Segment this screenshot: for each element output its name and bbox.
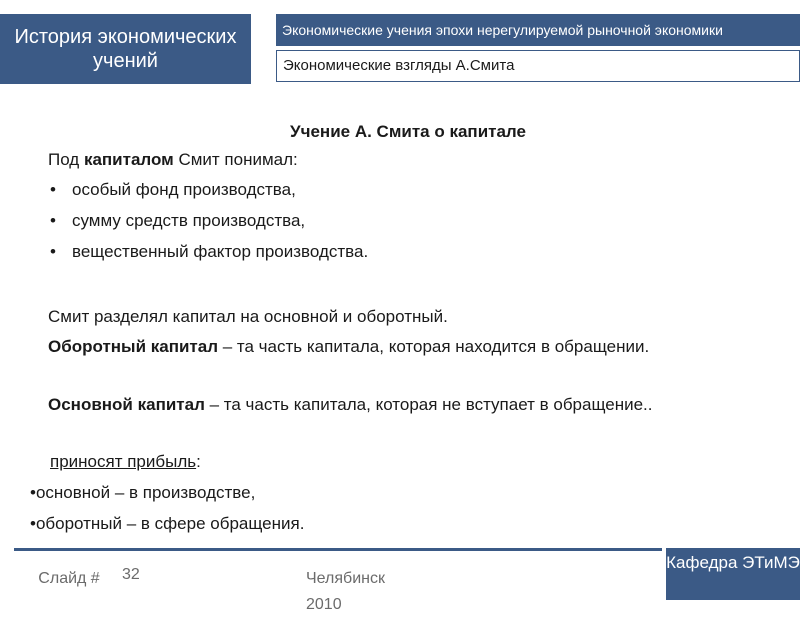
list-item-text: оборотный – в сфере обращения. — [35, 514, 305, 533]
department-name: Кафедра ЭТиМЭ — [666, 553, 800, 572]
capital-intro — [48, 149, 761, 171]
profit-label — [50, 451, 763, 473]
fixed-capital-definition — [48, 394, 761, 416]
footer-divider — [14, 548, 662, 551]
slide-number: 32 — [122, 566, 140, 583]
fixed-capital-text: – та часть капитала, которая не вступает в обращение.. — [204, 395, 653, 414]
working-capital-term: Оборотный капитал — [48, 337, 218, 356]
list-item-text: вещественный фактор производства. — [72, 242, 369, 261]
intro-bold-term: капиталом — [83, 150, 174, 169]
slide-label: Слайд # — [38, 570, 100, 587]
profit-underlined: приносят прибыль — [50, 452, 197, 471]
subtopic-bar — [276, 50, 800, 82]
intro-prefix: Под — [48, 150, 84, 169]
content-heading: Учение А. Смита о капитале — [290, 122, 526, 141]
intro-suffix: Смит понимал: — [173, 150, 298, 169]
list-item — [50, 241, 368, 263]
bullet-icon: • — [50, 242, 56, 261]
list-item — [50, 179, 296, 201]
bullet-icon: • — [50, 211, 56, 230]
working-capital-definition — [48, 336, 761, 358]
course-title-box — [0, 14, 251, 84]
list-item-text: основной – в производстве, — [35, 483, 256, 502]
course-title: История экономических учений — [14, 26, 237, 72]
bullet-icon: • — [30, 514, 36, 533]
list-item — [50, 210, 305, 232]
topic-title: Экономические учения эпохи нерегулируемой рыночной экономики — [282, 22, 723, 38]
working-capital-text: – та часть капитала, которая находится в обращении. — [218, 337, 650, 356]
list-item-text: сумму средств производства, — [72, 211, 306, 230]
list-item-text: особый фонд производства, — [72, 180, 296, 199]
fixed-capital-term: Основной капитал — [48, 395, 205, 414]
list-item — [30, 482, 255, 504]
department-box — [666, 548, 800, 600]
city-year: Челябинск 2010 — [306, 570, 385, 613]
bullet-icon: • — [50, 180, 56, 199]
list-item — [30, 513, 304, 535]
subtopic-title: Экономические взгляды А.Смита — [283, 57, 515, 74]
capital-division: Смит разделял капитал на основной и оборотный. — [48, 307, 448, 326]
topic-bar — [276, 14, 800, 46]
bullet-icon: • — [30, 483, 36, 502]
profit-colon: : — [196, 452, 201, 471]
slide-content — [0, 118, 800, 548]
